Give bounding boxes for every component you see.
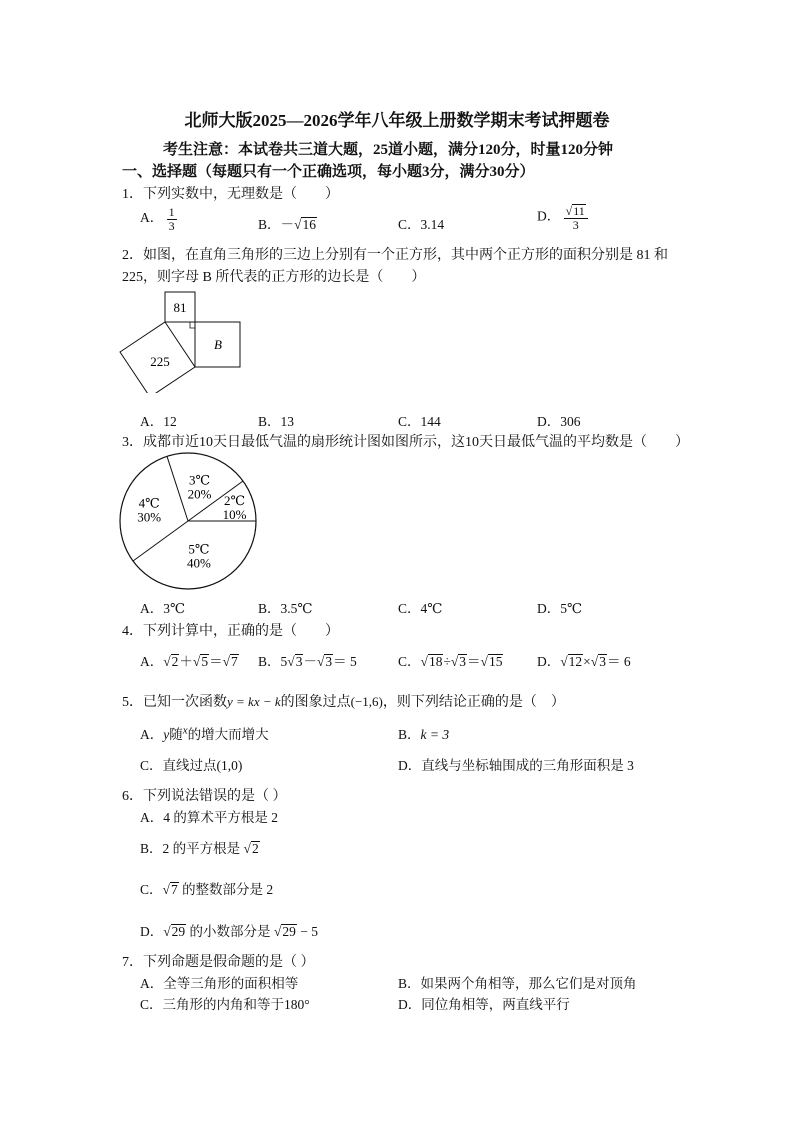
q7-option-b[interactable]: B．如果两个角相等，那么它们是对顶角 xyxy=(398,976,637,991)
q4-c-radicand2: 3 xyxy=(459,654,467,669)
q4-c-radicand1: 18 xyxy=(428,654,443,669)
q4-a-op: ＋ xyxy=(179,654,193,669)
q4-a-label: A． xyxy=(140,654,164,669)
q4-a-eq: ＝ xyxy=(209,654,223,669)
q6-option-a[interactable]: A．4 的算术平方根是 2 xyxy=(140,810,278,825)
q2-squares-figure xyxy=(115,288,250,393)
q1-d-label: D． xyxy=(537,208,561,224)
q7-option-d[interactable]: D．同位角相等，两直线平行 xyxy=(398,997,570,1012)
q6-option-c[interactable]: C．√7 的整数部分是 2 xyxy=(140,882,274,897)
q2-option-a[interactable]: A．12 xyxy=(140,414,177,429)
q1-option-c[interactable]: C．3.14 xyxy=(398,217,445,232)
q2-stem-line2: 225，则字母 B 所代表的正方形的边长是（ ） xyxy=(122,270,426,285)
q1-d-denominator: 3 xyxy=(572,217,579,232)
q5-equation: y = kx − k xyxy=(227,694,281,709)
q5-option-b[interactable] xyxy=(398,723,449,743)
q4-stem: 4．下列计算中，正确的是（ ） xyxy=(122,624,339,639)
q4-option-d[interactable]: D．√12×√3＝ 6 xyxy=(537,654,631,669)
q2-option-c[interactable]: C．144 xyxy=(398,414,441,429)
q4-a-radicand1: 2 xyxy=(171,654,179,669)
q6-c-label: C． xyxy=(140,882,163,897)
q5-point: (−1,6) xyxy=(350,694,383,709)
q1-b-radicand: 16 xyxy=(302,217,316,232)
q1-a-numerator: 1 xyxy=(168,205,175,219)
q5-stem-post: 的图象过点 xyxy=(280,695,351,710)
q6-stem: 6．下列说法错误的是（ ） xyxy=(122,789,287,804)
pie-slice-category-label: 2℃ xyxy=(224,492,246,508)
pie-slice-category-label: 4℃ xyxy=(138,495,160,511)
q4-d-op: × xyxy=(583,654,591,669)
q1-d-radicand: 11 xyxy=(573,204,585,218)
q5-stem-end: ，则下列结论正确的是（ ） xyxy=(382,695,565,710)
q5-a-x: x xyxy=(182,724,188,737)
q4-b-label: B．5 xyxy=(258,654,288,669)
q3-option-a[interactable]: A．3℃ xyxy=(140,601,186,616)
q6-d-radicand: 29 xyxy=(171,924,186,939)
page-title: 北师大版2025—2026学年八年级上册数学期末考试押题卷 xyxy=(184,111,610,130)
q7-option-c[interactable]: C．三角形的内角和等于180° xyxy=(140,997,310,1012)
square-b-label: B xyxy=(214,337,222,352)
q4-a-radicand2: 5 xyxy=(201,654,209,669)
q5-c-text: C．直线过点 xyxy=(140,758,217,773)
q3-option-c[interactable]: C．4℃ xyxy=(398,601,443,616)
q5-a-end: 的增大而增大 xyxy=(187,727,269,742)
q6-option-d[interactable]: D．√29 的小数部分是 √29 − 5 xyxy=(140,924,318,939)
q6-b-radicand: 2 xyxy=(251,841,259,856)
q2-option-d[interactable]: D．306 xyxy=(537,414,581,429)
pie-chart xyxy=(115,450,265,592)
q6-option-b[interactable]: B．2 的平方根是 √2 xyxy=(140,841,259,856)
q5-option-d[interactable]: D．直线与坐标轴围成的三角形面积是 3 xyxy=(398,758,634,773)
q4-d-radicand1: 12 xyxy=(568,654,583,669)
q2-stem-line1: 2．如图，在直角三角形的三边上分别有一个正方形，其中两个正方形的面积分别是 81 和 xyxy=(122,248,668,263)
exam-notice: 考生注意：本试卷共三道大题，25道小题，满分120分，时量120分钟 xyxy=(163,142,614,158)
q1-b-label: B．－ xyxy=(258,217,295,232)
q5-a-mid: 随 xyxy=(169,727,183,742)
pie-slice-boundary xyxy=(167,456,188,521)
q1-option-a[interactable] xyxy=(140,206,177,232)
right-angle-marker xyxy=(190,322,195,328)
pie-slice-category-label: 5℃ xyxy=(188,541,210,557)
q4-b-radicand1: 3 xyxy=(295,654,303,669)
q5-option-c[interactable] xyxy=(140,754,242,774)
q3-option-b[interactable]: B．3.5℃ xyxy=(258,601,313,616)
q1-a-label: A． xyxy=(140,210,164,226)
q4-c-radicand3: 15 xyxy=(488,654,503,669)
q6-d-radicand2: 29 xyxy=(282,924,296,939)
q4-c-eq: ＝ xyxy=(467,654,481,669)
q5-a-y: y xyxy=(163,727,170,742)
q6-d-post: − 5 xyxy=(296,924,318,939)
q4-d-radicand2: 3 xyxy=(599,654,606,669)
q1-stem: 1．下列实数中，无理数是（ ） xyxy=(122,187,339,202)
q5-a-label: A． xyxy=(140,727,164,742)
q5-stem xyxy=(122,691,565,711)
q6-d-mid: 的小数部分是 xyxy=(186,924,274,939)
q3-stem: 3．成都市近10天日最低气温的扇形统计图如图所示，这10天日最低气温的平均数是（ ） xyxy=(122,435,689,450)
q1-a-denominator: 3 xyxy=(168,218,175,233)
square-81-label: 81 xyxy=(173,300,187,315)
q5-b-label: B． xyxy=(398,727,421,742)
q4-b-radicand2: 3 xyxy=(325,654,333,669)
pie-slice-boundary xyxy=(133,521,188,561)
pie-slice-percent-label: 30% xyxy=(137,509,162,525)
q4-c-op: ÷ xyxy=(443,654,451,669)
q4-a-radicand3: 7 xyxy=(231,654,238,669)
q4-option-b[interactable]: B．5√3－√3＝ 5 xyxy=(258,654,357,669)
q4-d-label: D． xyxy=(537,654,561,669)
q5-c-point: (1,0) xyxy=(216,758,243,773)
q1-option-b[interactable] xyxy=(258,213,317,233)
pie-slice-percent-label: 40% xyxy=(187,555,211,571)
q3-option-d[interactable]: D．5℃ xyxy=(537,601,583,616)
pie-slice-category-label: 3℃ xyxy=(189,472,211,488)
q6-c-text: 的整数部分是 2 xyxy=(178,882,274,897)
q4-b-eq: ＝ 5 xyxy=(333,654,357,669)
q4-option-a[interactable]: A．√2＋√5＝√7 xyxy=(140,654,238,669)
q6-d-label: D． xyxy=(140,924,164,939)
q7-stem: 7．下列命题是假命题的是（ ） xyxy=(122,955,315,970)
q5-stem-pre: 5．已知一次函数 xyxy=(122,695,227,710)
q1-d-fraction xyxy=(564,204,588,231)
pie-slice-percent-label: 20% xyxy=(187,486,212,502)
q6-c-radicand: 7 xyxy=(170,882,178,897)
sqrt-symbol: √16 xyxy=(294,217,316,232)
q4-c-label: C． xyxy=(398,654,421,669)
section-heading: 一、选择题（每题只有一个正确选项，每小题3分，满分30分） xyxy=(122,164,535,180)
q1-d-numerator: √11 xyxy=(564,204,588,219)
q6-b-text: B．2 的平方根是 xyxy=(140,841,244,856)
q5-option-a[interactable] xyxy=(140,723,269,743)
q1-a-fraction xyxy=(167,206,177,232)
pie-slice-percent-label: 10% xyxy=(222,506,247,522)
q7-option-a[interactable]: A．全等三角形的面积相等 xyxy=(140,976,299,991)
q4-d-eq: ＝ 6 xyxy=(606,654,631,669)
q4-option-c[interactable]: C．√18÷√3＝√15 xyxy=(398,654,503,669)
q2-option-b[interactable]: B．13 xyxy=(258,414,295,429)
q4-b-op: － xyxy=(303,654,317,669)
square-225-label: 225 xyxy=(150,354,170,369)
q5-b-eq: k = 3 xyxy=(420,727,450,742)
q1-option-d[interactable] xyxy=(537,204,588,231)
